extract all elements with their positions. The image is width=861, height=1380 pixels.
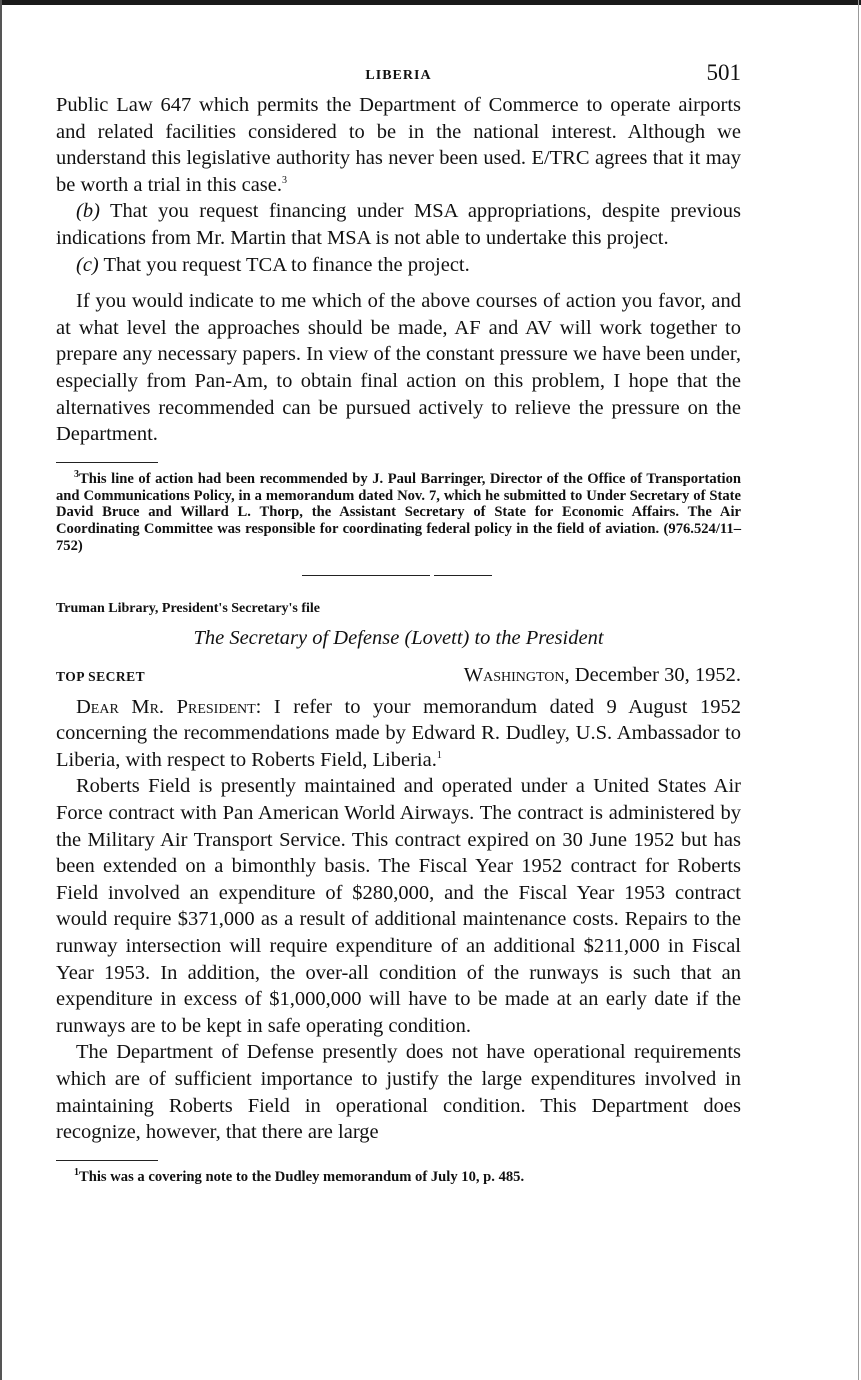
option-b xyxy=(56,198,741,251)
divider-line-right xyxy=(434,575,492,576)
left-page-edge xyxy=(0,0,2,1380)
top-border xyxy=(0,0,861,5)
footnote-ref-3: 3 xyxy=(282,174,288,186)
classification: TOP SECRET xyxy=(56,668,146,684)
document-title: The Secretary of Defense (Lovett) to the President xyxy=(193,626,604,649)
document-divider xyxy=(56,567,741,587)
option-b-label: (b) xyxy=(76,200,100,223)
page-number: 501 xyxy=(706,60,741,85)
footnote-rule-bottom xyxy=(56,1160,158,1161)
page xyxy=(56,60,741,1186)
letter-paragraph-1 xyxy=(56,694,741,774)
page-header xyxy=(56,60,741,92)
place-date xyxy=(464,664,741,687)
right-page-edge xyxy=(858,0,859,1380)
continuation-text xyxy=(56,92,741,448)
date: , December 30, 1952. xyxy=(564,663,741,686)
salutation: Dear Mr. President xyxy=(76,695,256,718)
option-c xyxy=(56,252,741,279)
option-b-text: That you request financing under MSA appropriations, despite previous indications from Mr. Martin that MSA is not able to undertake this project. xyxy=(56,200,741,249)
continuation-paragraph-text: Public Law 647 which permits the Department of Commerce to operate airports and related facilities considered to be in the national interest. Although we understand this legislative authority has never been used. E/TRC agrees that it may be worth a trial in this case. xyxy=(56,94,741,196)
option-c-label: (c) xyxy=(76,253,99,276)
footnote-3-text: This line of action had been recommended by J. Paul Barringer, Director of the Office of Transportation and Communications Policy, in a memorandum dated Nov. 7, which he submitted to Under Secretary of State David Bruce and Willard L. Thorp, the Assistant Secretary of State for Economic Affairs. The Air Coordinating Committee was responsible for coordinating federal policy in the field of aviation. (976.524/11–752) xyxy=(56,470,741,554)
footnote-marker-3: 3 xyxy=(74,468,79,480)
document-source: Truman Library, President's Secretary's file xyxy=(56,600,321,616)
footnote-1-text: This was a covering note to the Dudley memorandum of July 10, p. 485. xyxy=(79,1168,525,1185)
footnote-3 xyxy=(56,468,741,555)
divider-line-left xyxy=(302,575,430,576)
footnote-marker-1: 1 xyxy=(74,1166,79,1178)
running-head: LIBERIA xyxy=(365,68,432,83)
letter-body xyxy=(56,694,741,1146)
footnote-1 xyxy=(56,1166,741,1186)
footnote-rule xyxy=(56,462,158,463)
letter-paragraph-1-text: : I refer to your memorandum dated 9 August 1952 concerning the recommendations made by Edward R. Dudley, U.S. Ambassador to Liberia, with respect to Roberts Field, Liberia. xyxy=(56,695,741,771)
continuation-paragraph xyxy=(56,92,741,198)
place: Washington xyxy=(463,663,565,686)
letter-paragraph-2: Roberts Field is presently maintained and operated under a United States Air Force contract with Pan American World Airways. The contract is administered by the Military Air Transport Service. This contract expired on 30 June 1952 but has been extended on a bimonthly basis. The Fiscal Year 1952 contract for Roberts Field involved an expenditure of $280,000, and the Fiscal Year 1953 contract would require $371,000 as a result of additional maintenance costs. Repairs to the runway intersection will require expenditure of an additional $211,000 in Fiscal Year 1953. In addition, the over-all condition of the runways is such that an expenditure in excess of $1,000,000 will have to be made at an early date if the runways are to be kept in safe operating condition. xyxy=(56,775,741,1037)
closing-paragraph: If you would indicate to me which of the above courses of action you favor, and at what level the approaches should be made, AF and AV will work together to prepare any necessary papers. In view of the constant pressure we have been under, especially from Pan-Am, to obtain final action on this problem, I hope that the alternatives recommended can be pursued actively to relieve the pressure on the Department. xyxy=(56,290,741,446)
letter-paragraph-3: The Department of Defense presently does not have operational requirements which are of sufficient importance to justify the large expenditures involved in maintaining Roberts Field in operational condition. This Department does recognize, however, that there are large xyxy=(56,1041,741,1144)
dateline xyxy=(56,664,741,694)
option-c-text: That you request TCA to finance the project. xyxy=(98,253,470,276)
footnote-ref-1: 1 xyxy=(436,750,442,762)
